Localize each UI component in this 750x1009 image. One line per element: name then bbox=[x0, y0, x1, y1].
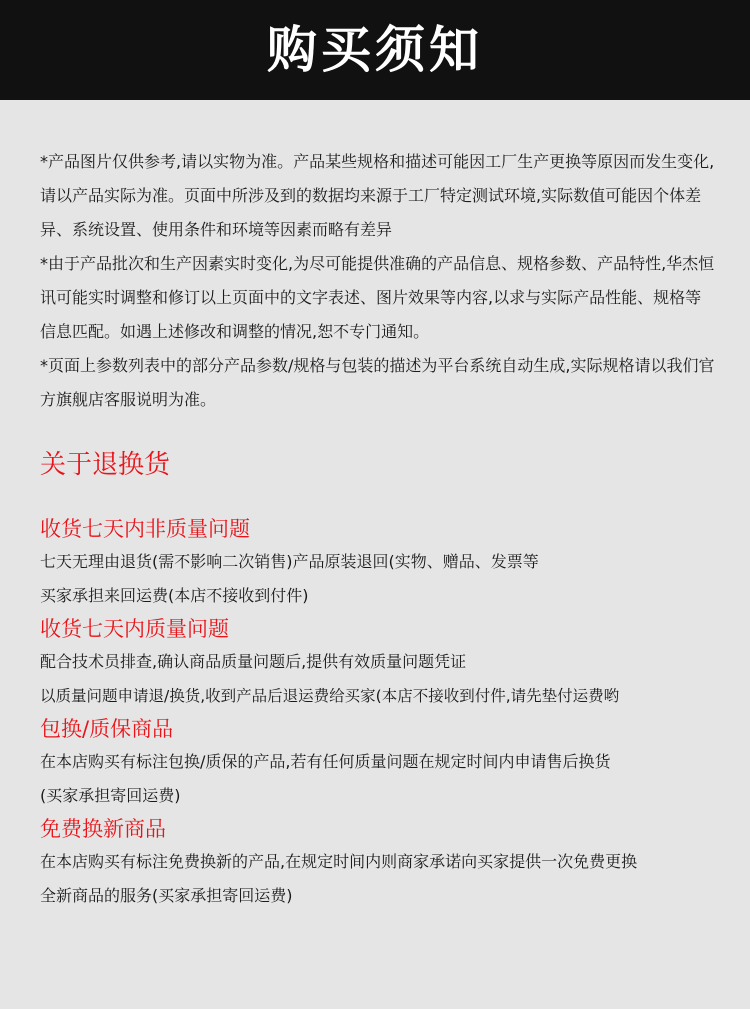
policy-line: 买家承担来回运费(本店不接收到付件) bbox=[40, 586, 309, 605]
policy-line: 以质量问题申请退/换货,收到产品后退运费给买家(本店不接收到付件,请先垫付运费哟 bbox=[40, 687, 620, 705]
policy-title: 收货七天内非质量问题 bbox=[40, 517, 250, 541]
header-banner bbox=[0, 0, 750, 100]
returns-section bbox=[40, 445, 720, 913]
policy-line: 在本店购买有标注包换/质保的产品,若有任何质量问题在规定时间内申请售后换货 bbox=[40, 752, 611, 771]
policy-line: 在本店购买有标注免费换新的产品,在规定时间内则商家承诺向买家提供一次免费更换 bbox=[40, 852, 638, 871]
policy-line: 七天无理由退货(需不影响二次销售)产品原装退回(实物、赠品、发票等 bbox=[40, 552, 539, 571]
policy-non-quality-7-days bbox=[40, 513, 720, 613]
notice-paragraph: *由于产品批次和生产因素实时变化,为尽可能提供准确的产品信息、规格参数、产品特性,华杰恒讯可能实时调整和修订以上页面中的文字表述、图片效果等内容,以求与实际产品性能、规格等信息匹配。如遇上述修改和调整的情况,恕不专门通知。 bbox=[40, 254, 715, 341]
notice-paragraph: *产品图片仅供参考,请以实物为准。产品某些规格和描述可能因工厂生产更换等原因而发生变化,请以产品实际为准。页面中所涉及到的数据均来源于工厂特定测试环境,实际数值可能因个体差异、系统设置、使用条件和环境等因素而略有差异 bbox=[40, 152, 715, 239]
policy-line: 全新商品的服务(买家承担寄回运费) bbox=[40, 886, 293, 905]
returns-section-title: 关于退换货 bbox=[40, 450, 171, 480]
policy-free-replacement bbox=[40, 813, 720, 913]
policy-title: 包换/质保商品 bbox=[40, 717, 174, 741]
policy-line: (买家承担寄回运费) bbox=[40, 786, 181, 805]
policy-exchange-warranty bbox=[40, 713, 720, 813]
policy-line: 配合技术员排查,确认商品质量问题后,提供有效质量问题凭证 bbox=[40, 652, 467, 671]
policy-title: 收货七天内质量问题 bbox=[40, 617, 229, 641]
policy-quality-7-days bbox=[40, 613, 720, 713]
page-title: 购买须知 bbox=[267, 21, 483, 79]
purchase-notice bbox=[40, 145, 715, 417]
policy-title: 免费换新商品 bbox=[40, 817, 166, 841]
notice-paragraph: *页面上参数列表中的部分产品参数/规格与包装的描述为平台系统自动生成,实际规格请以我们官方旗舰店客服说明为准。 bbox=[40, 356, 715, 409]
